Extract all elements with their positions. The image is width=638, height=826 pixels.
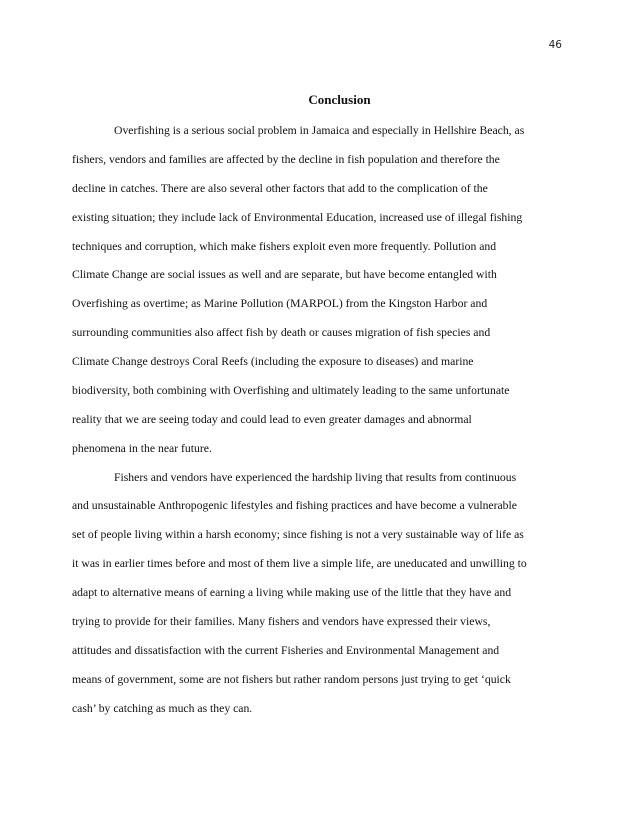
- paragraph-1-line: decline in catches. There are also several other factors that add to the complication of the: [72, 182, 488, 195]
- paragraph-1-line: Overfishing is a serious social problem in Jamaica and especially in Hellshire Beach, as: [114, 124, 525, 137]
- paragraph-1-line: Climate Change are social issues as well and are separate, but have become entangled with: [72, 268, 497, 281]
- paragraph-2-line: and unsustainable Anthropogenic lifestyles and fishing practices and have become a vulnerable: [72, 499, 517, 512]
- paragraph-1-line: existing situation; they include lack of Environmental Education, increased use of illegal fishing: [72, 211, 523, 224]
- paragraph-2-line: set of people living within a harsh economy; since fishing is not a very sustainable way of life as: [72, 528, 524, 541]
- paragraph-2-line: attitudes and dissatisfaction with the current Fisheries and Environmental Management and: [72, 644, 500, 657]
- paragraph-1-line: Climate Change destroys Coral Reefs (including the exposure to diseases) and marine: [72, 355, 474, 368]
- paragraph-2-line: trying to provide for their families. Many fishers and vendors have expressed their views,: [72, 615, 491, 628]
- section-heading: Conclusion: [308, 92, 371, 107]
- paragraph-1-line: techniques and corruption, which make fishers exploit even more frequently. Pollution and: [72, 240, 497, 253]
- paragraph-1-line: surrounding communities also affect fish by death or causes migration of fish species and: [72, 326, 491, 339]
- paragraph-1-line: reality that we are seeing today and could lead to even greater damages and abnormal: [72, 413, 472, 426]
- paragraph-2-line: means of government, some are not fishers but rather random persons just trying to get ‘quick: [72, 673, 511, 686]
- paragraph-2-line: it was in earlier times before and most of them live a simple life, are uneducated and unwilling to: [72, 557, 527, 570]
- paragraph-1-line: biodiversity, both combining with Overfishing and ultimately leading to the same unfortunate: [72, 384, 510, 397]
- paragraph-1-line: Overfishing as overtime; as Marine Pollution (MARPOL) from the Kingston Harbor and: [72, 297, 488, 310]
- paragraph-1-line: fishers, vendors and families are affected by the decline in fish population and therefore the: [72, 153, 500, 166]
- paragraph-1-line: phenomena in the near future.: [72, 442, 212, 455]
- paragraph-2-line: cash’ by catching as much as they can.: [72, 702, 253, 715]
- paragraph-2-line: adapt to alternative means of earning a living while making use of the little that they have and: [72, 586, 512, 599]
- page-number: 46: [548, 39, 562, 51]
- paragraph-2-line: Fishers and vendors have experienced the hardship living that results from continuous: [114, 471, 517, 484]
